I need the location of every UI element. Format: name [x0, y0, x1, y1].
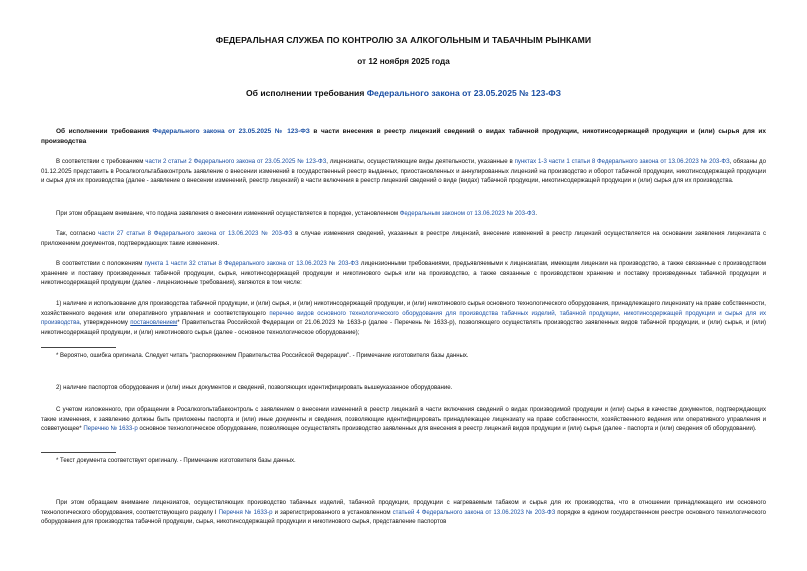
p8-text-2: и зарегистрированного в установленном [272, 508, 393, 516]
p5-text-2: , утвержденному [79, 319, 131, 326]
paragraph-part-27 [41, 229, 766, 248]
p5-resolution-link[interactable]: постановлением [130, 319, 178, 326]
p2-text-2: . [535, 210, 538, 217]
p4-law-link[interactable]: пункта 1 части 32 статьи 8 Федерального закона от 13.06.2023 № 203-ФЗ [144, 260, 359, 267]
p1-text-1: В соответствии с требованием [56, 158, 146, 165]
footnote-2: * Текст документа соответствует оригиналу. - Примечание изготовителя базы данных. [56, 458, 296, 464]
p8-text-3: порядке в едином государственном реестре основного технологического оборудования для производства табачной продукции, сырья, никотинсодержащей продукции и никотинового сырья, представление паспортов [41, 508, 766, 525]
paragraph-item-2 [41, 383, 766, 393]
subject-law-link[interactable]: Федерального закона от 23.05.2025 № 123-ФЗ [366, 88, 562, 98]
p8-list-link[interactable]: Перечня № 1633-р [218, 508, 273, 516]
paragraph-requirement [41, 157, 766, 186]
paragraph-conclusion [41, 405, 766, 434]
p5-text-3: * Правительства Российской Федерации от 21.06.2023 № 1633-р (далее - Перечень № 1633-р), позволяющего осуществлять производство заявленных видов табачной продукции, и (или) сырья, и (или) никотинсодержащей продукции, и (или) никотинового сырья (далее - основное технологическое оборудование); [41, 319, 766, 336]
p7-text-1: С учетом изложенного, при обращении в Росалкогольтабакконтроль с заявлением о внесении изменений в реестр лицензий в части включения сведений о видах производимой продукции и (или) сырья в качестве документов, подтверждающих такие изменения, к заявлению должны быть приложены паспорта и (или) иные документы и сведения, позволяющие идентифицировать принадлежащее лицензиату на праве собственности, хозяйственного ведения или оперативного управления и совветующее* [41, 406, 766, 432]
p1-text-2: , лицензиаты, осуществляющие виды деятельности, указанные в [326, 158, 515, 165]
intro-text-1: Об исполнении требования [56, 128, 153, 135]
p5-text-1: 1) наличие и использование для производства табачной продукции, и (или) сырья, и (или) никотинсодержащей продукции, и (или) никотинового сырья основного технологического оборудования, принадлежащего лицензиату на праве собственности, хозяйственного ведения или оперативного управления и соответствующего [41, 300, 767, 317]
p5-list-link[interactable]: перечню видов основного технологического оборудования для производства табачных изделий, табачной продукции, никотинсодержащей продукции и сырья для их производства [41, 309, 766, 326]
p4-text-2: лицензионными требованиями, предъявляемыми к лицензиатам, имеющим лицензии на производство, а также связанные с производством хранение и поставку произведенных табачной продукции, сырья, никотинсодержащей продукции и никотинового сырья или на производство, а также связанные с производством хранение и поставку произведенных табачной продукции и никотинсодержащей продукции (далее - лицензионные требования), являются в том числе: [41, 260, 767, 286]
document-subject [0, 88, 807, 98]
agency-title: ФЕДЕРАЛЬНАЯ СЛУЖБА ПО КОНТРОЛЮ ЗА АЛКОГОЛЬНЫМ И ТАБАЧНЫМ РЫНКАМИ [215, 35, 592, 45]
p4-text-1: В соответствии с положениям [56, 260, 145, 267]
document-date: от 12 ноября 2025 года [357, 57, 450, 66]
paragraph-item-1 [41, 299, 766, 337]
p2-text-1: При этом обращаем внимание, что подача заявления о внесении изменений осуществляется в порядке, установленном [56, 210, 400, 217]
p1-law-link-1[interactable]: части 2 статьи 2 Федерального закона от 23.05.2025 № 123-ФЗ [145, 158, 327, 165]
footnote-divider [41, 347, 116, 348]
p8-text-1: При этом обращаем внимание лицензиатов, осуществляющих производство табачных изделий, табачной продукции, продукции с нагреваемым табаком и сырья для их производства, что в отношении принадлежащего им основного технологического оборудования, соответствующего разделу I [41, 499, 766, 516]
paragraph-tobacco-producers [41, 498, 766, 527]
paragraph-license-requirements [41, 259, 766, 288]
p6-text-1: 2) наличие паспортов оборудования и (или) иных документов и сведений, позволяющих идентифицировать вышеуказанное оборудование. [56, 384, 453, 391]
footnote-divider [41, 452, 116, 453]
p3-text-1: Так, согласно [56, 230, 99, 237]
intro-text-2: в части внесения в реестр лицензий сведений о видах табачной продукции, никотинсодержащей продукции и (или) сырья для их производства [41, 128, 766, 145]
p1-law-link-2[interactable]: пунктах 1-3 части 1 статьи 8 Федерального закона от 13.06.2023 № 203-ФЗ [514, 158, 730, 165]
p3-law-link[interactable]: части 27 статьи 8 Федерального закона от 13.06.2023 № 203-ФЗ [98, 230, 293, 237]
footnote-1: * Вероятно, ошибка оригинала. Следует читать "распоряжением Правительства Российской Федерации". - Примечание изготовителя базы данных. [56, 353, 469, 359]
p1-text-3: , обязаны до 01.12.2025 представить в Росалкогольтабакконтроль заявление о внесении изменений в государственный реестр выданных, приостановленных и аннулированных лицензий на производство и оборот табачной продукции, никотинсодержащей продукции и сырья для их производства (далее - заявление о внесении изменений, реестр лицензий) в части включения в реестр лицензий сведений о виде (видах) табачной продукции, никотинсодержащей продукции и (или) сырья для их производства. [41, 158, 766, 184]
paragraph-procedure [41, 209, 766, 219]
p7-text-2: основное технологическое оборудование, позволяющее осуществлять производство заявленных для внесения в реестр лицензий видов продукции и (или) сырья (далее - паспорта и (или) сведения об оборудовании). [137, 425, 757, 432]
p2-law-link[interactable]: Федеральным законом от 13.06.2023 № 203-ФЗ [399, 210, 536, 217]
intro-law-link[interactable]: Федерального закона от 23.05.2025 № 123-ФЗ [152, 128, 310, 135]
p3-text-2: в случае изменения сведений, указанных в реестре лицензий, внесение изменений в реестр лицензий осуществляется на основании заявления лицензиата с приложением документов, подтверждающих такие изменения. [41, 230, 766, 247]
subject-prefix: Об исполнении требования [245, 88, 367, 98]
p8-law-link[interactable]: статьей 4 Федерального закона от 13.06.2023 № 203-ФЗ [392, 508, 556, 516]
p7-list-link[interactable]: Перечню № 1633-р [83, 425, 138, 432]
intro-paragraph [41, 127, 766, 147]
